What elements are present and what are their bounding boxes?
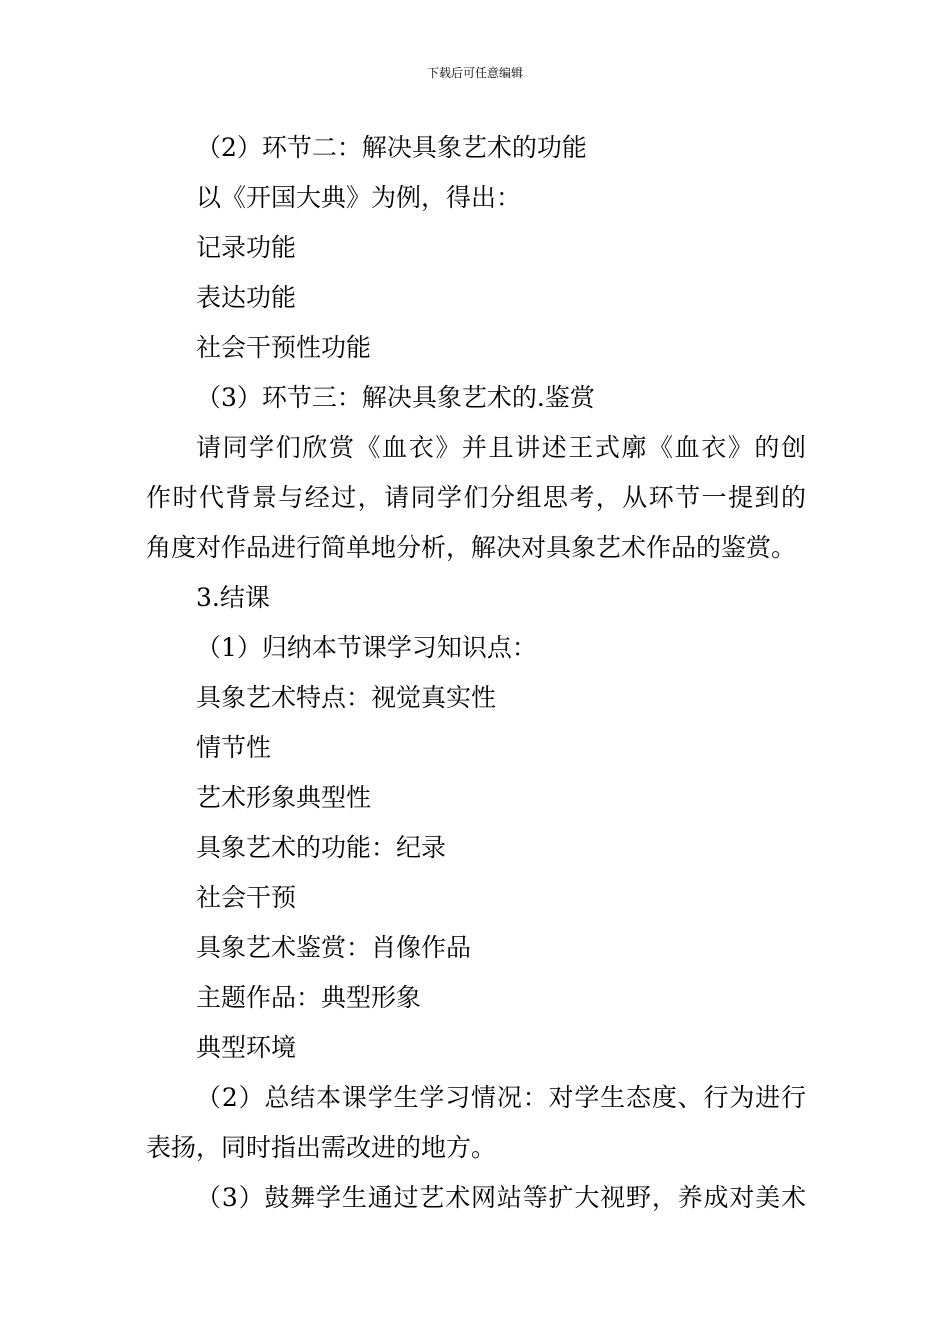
page-header: 下载后可任意编辑	[426, 66, 523, 80]
text-line: 主题作品：典型形象	[196, 983, 422, 1012]
text-line: 具象艺术特点：视觉真实性	[196, 683, 497, 712]
text-line: 请同学们欣赏《血衣》并且讲述王式廓《血衣》的创	[196, 433, 806, 462]
text-line: 作时代背景与经过，请同学们分组思考，从环节一提到的	[146, 483, 806, 512]
text-line: （2）总结本课学生学习情况：对学生态度、行为进行	[196, 1083, 806, 1112]
text-line: （1）归纳本节课学习知识点：	[196, 633, 537, 662]
text-line: 艺术形象典型性	[196, 783, 372, 812]
text-line: 角度对作品进行简单地分析，解决对具象艺术作品的鉴赏。	[146, 533, 797, 562]
text-line: 社会干预性功能	[196, 333, 372, 362]
text-line: 具象艺术的功能：纪录	[196, 833, 447, 862]
text-line: 具象艺术鉴赏：肖像作品	[196, 933, 472, 962]
text-line: 表达功能	[196, 283, 297, 312]
text-line: 社会干预	[196, 883, 297, 912]
document-body	[146, 123, 806, 1223]
text-line: 情节性	[196, 733, 272, 762]
text-line: 典型环境	[196, 1033, 297, 1062]
text-line: 记录功能	[196, 233, 297, 262]
text-line: 3.结课	[196, 583, 270, 612]
text-line: （2）环节二：解决具象艺术的功能	[196, 133, 587, 162]
text-line: 表扬，同时指出需改进的地方。	[146, 1133, 497, 1162]
text-line: 以《开国大典》为例，得出：	[196, 183, 522, 212]
text-line: （3）鼓舞学生通过艺术网站等扩大视野，养成对美术	[196, 1183, 806, 1212]
text-line: （3）环节三：解决具象艺术的.鉴赏	[196, 383, 595, 412]
